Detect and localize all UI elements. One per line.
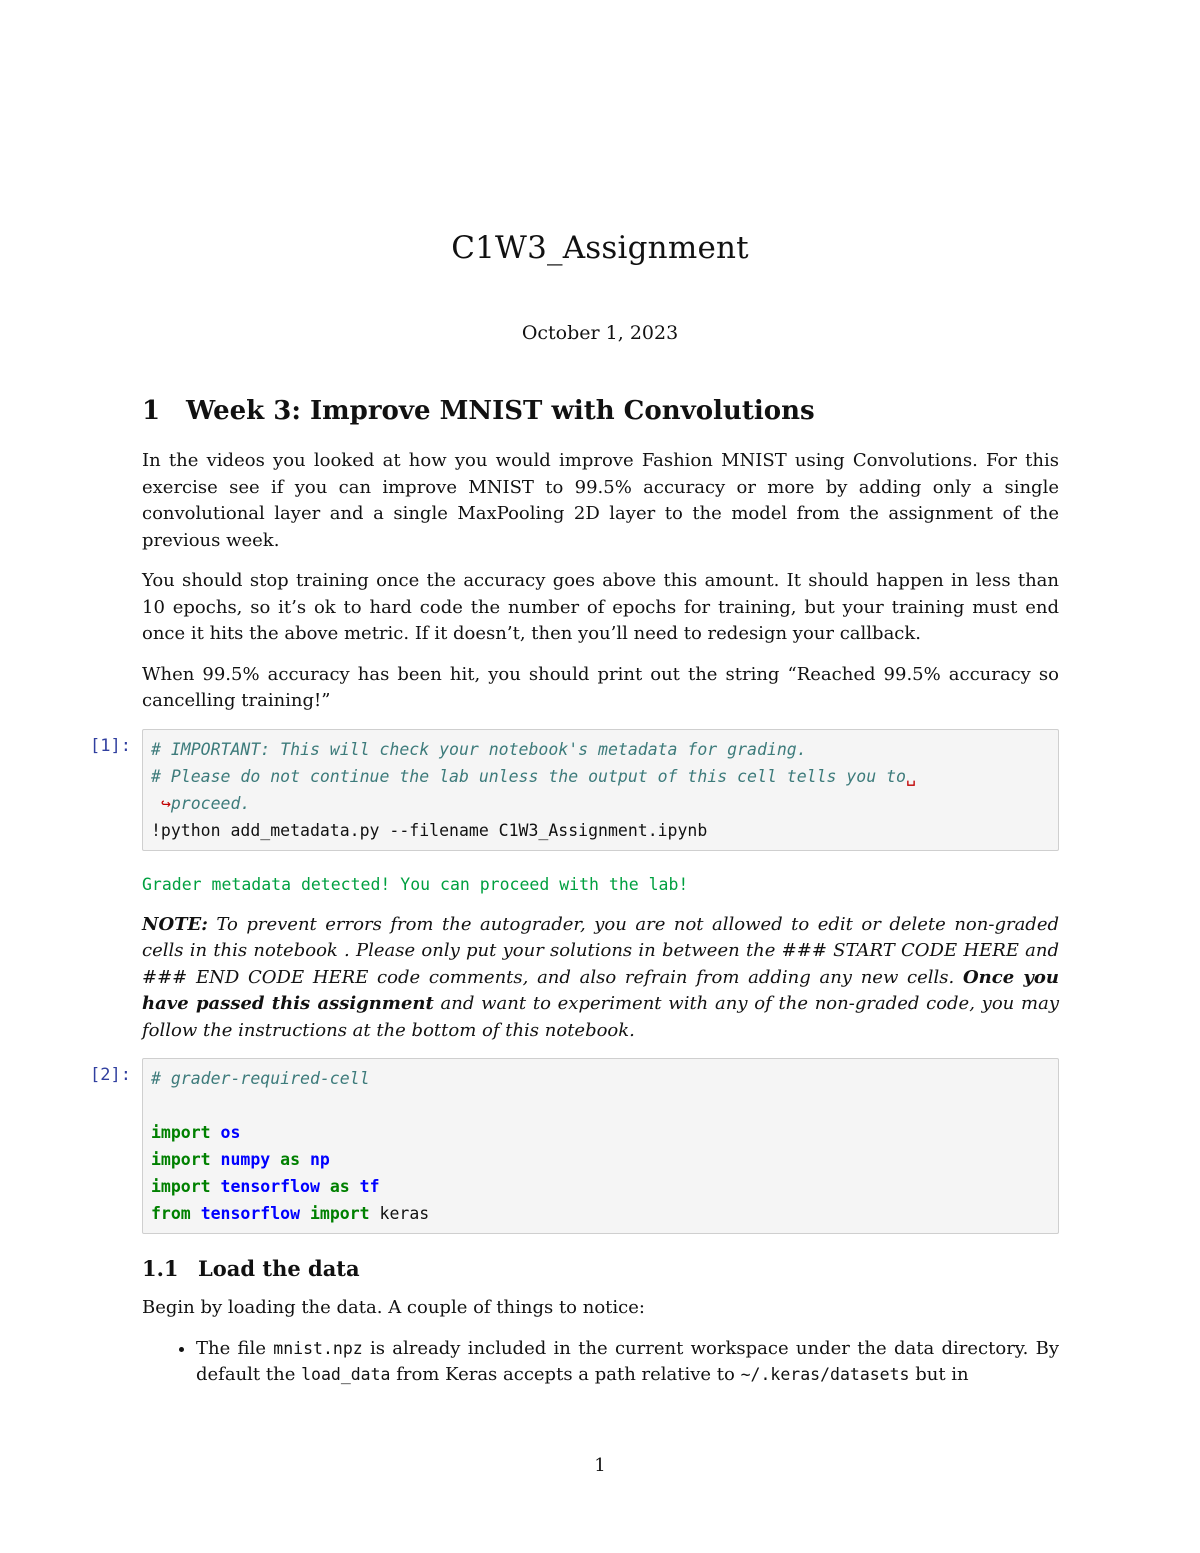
subsection-heading [142,1256,1059,1281]
page-number: 1 [594,1455,606,1476]
keyword: import [151,1150,211,1169]
code-line: !python add_metadata.py --filename C1W3_Assignment.ipynb [151,820,708,840]
list-item [196,1336,1059,1389]
cell-output: Grader metadata detected! You can proceed with the lab! [142,874,689,894]
paragraph-load-intro: Begin by loading the data. A couple of things to notice: [142,1297,645,1318]
code-input[interactable] [142,729,1059,851]
keyword: import [309,1204,370,1223]
note-paragraph [142,912,1059,1045]
subsection-number: 1.1 [142,1256,179,1281]
module-alias: tf [359,1177,380,1196]
bullet-list [142,1336,1059,1389]
keyword: import [151,1177,211,1196]
inline-code: ~/.keras/datasets [740,1365,910,1384]
note-code: ### START CODE HERE [781,940,1019,961]
module-name: numpy [220,1150,271,1169]
paragraph-print-string: When 99.5% accuracy has been hit, you should print out the string “Reached 99.5% accuracy so cancelling training!” [142,663,1059,711]
list-text: is already included in the current workspace under the data directory. By default the [196,1337,1059,1385]
code-input[interactable] [142,1058,1059,1234]
line-continue-arrow: ↪ [160,793,171,813]
note-text: To prevent errors from the autograder, you are not allowed to edit or delete non-graded cells in this notebook . Please only put your solutions in between the [142,913,1059,961]
document-content [90,396,1059,1389]
module-name: tensorflow [220,1177,320,1196]
keyword: import [151,1123,211,1142]
note-text: and want to experiment with any of the non-graded code, you may follow the instructions at the bottom of this notebook. [142,993,1059,1041]
section-title: Week 3: Improve MNIST with Convolutions [186,396,815,426]
module-name: tensorflow [200,1204,301,1223]
note-text: and [1018,940,1059,961]
list-text: but in [909,1364,969,1385]
list-text: The file [196,1337,274,1359]
line-wrap-marker: ␣ [905,766,916,786]
keyword: as [280,1150,301,1169]
cell-prompt: [2]: [90,1065,131,1085]
list-text: from Keras accepts a path relative to [390,1364,741,1385]
note-code: ### END CODE HERE [142,966,369,988]
note-label: NOTE: [142,913,208,935]
note-text: code comments, and also refrain from adding any new cells. [368,966,963,988]
paragraph-intro: In the videos you looked at how you would improve Fashion MNIST using Convolutions. For this exercise see if you can improve MNIST to 99.5% accuracy or more by adding only a single convolutional layer and a single MaxPooling 2D layer to the model from the assignment of the previous week. [142,450,1059,551]
module-name: os [220,1123,241,1142]
code-cell-2[interactable] [90,1058,1059,1234]
inline-code: load_data [301,1365,391,1384]
document-date: October 1, 2023 [521,322,679,344]
module-alias: np [309,1150,330,1169]
code-comment: # grader-required-cell [151,1069,370,1088]
code-comment: # Please do not continue the lab unless the output of this cell tells you to [151,766,906,786]
keyword: as [329,1177,350,1196]
keyword: from [151,1204,191,1223]
code-comment: # IMPORTANT: This will check your notebook's metadata for grading. [151,739,807,759]
inline-code: mnist.npz [273,1338,363,1358]
section-number: 1 [142,396,161,426]
note-bold: Once you have passed this assignment [142,966,1059,1014]
cell-prompt: [1]: [90,735,131,756]
paragraph-stop-training: You should stop training once the accuracy goes above this amount. It should happen in less than 10 epochs, so it’s ok to hard code the number of epochs for training, but your training must end once it hits the above metric. If it doesn’t, then you’ll need to redesign your callback. [142,570,1059,644]
code-cell-1[interactable] [90,729,1059,851]
imported-name: keras [379,1204,430,1223]
subsection-title: Load the data [198,1256,360,1281]
document-title: C1W3_Assignment [451,230,749,266]
code-comment: proceed. [170,793,251,813]
section-heading [142,396,1059,426]
